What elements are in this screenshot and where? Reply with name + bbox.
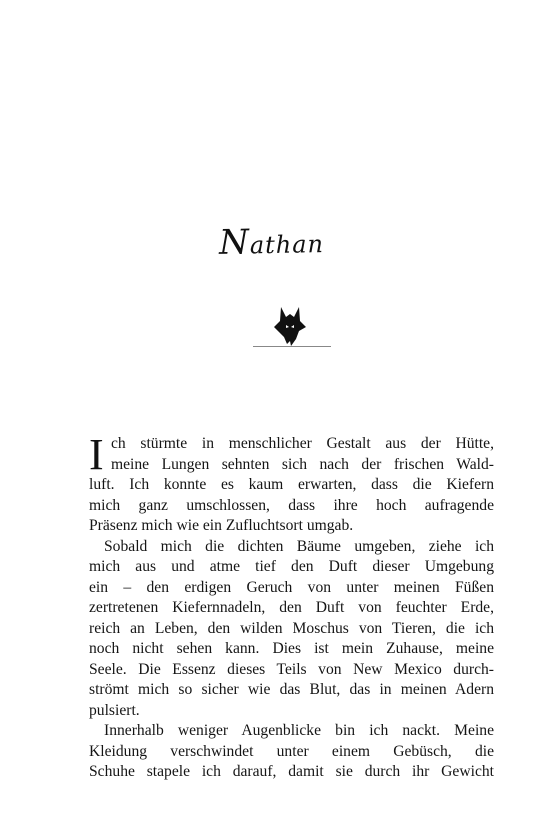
wolf-head-icon [272,305,308,347]
text-line: Präsenz mich wie ein Zufluchtsort umgab. [89,517,354,534]
text-line: Seele. Die Essenz dieses Teils von New Mexico durch- [89,660,494,678]
text-line: mich ganz umschlossen, dass ihre hoch aufragende [89,496,494,514]
text-line: ein – den erdigen Geruch von unter meinen Füßen [89,578,494,596]
text-line: ch stürmte in menschlicher Gestalt aus der Hütte, [111,435,494,452]
text-line: noch nicht sehen kann. Dies ist mein Zuhause, meine [89,640,494,657]
text-line: mich aus und atme tief den Duft dieser Umgebung [89,558,494,575]
text-line: Kleidung verschwindet unter einem Gebüsch, die [89,742,494,760]
text-line: Innerhalb weniger Augenblicke bin ich nackt. Meine [104,722,494,739]
chapter-title-rest: athan [249,230,325,260]
text-line: Schuhe stapele ich darauf, damit sie durch ihr Gewicht [89,763,494,780]
text-line: strömt mich so sicher wie das Blut, das in meinen Adern [89,681,494,698]
text-line: pulsiert. [89,701,140,719]
text-line: zertretenen Kiefernnadeln, den Duft von feuchter Erde, [89,599,494,616]
text-line: Sobald mich die dichten Bäume umgeben, ziehe ich [104,537,494,555]
text-line: meine Lungen sehnten sich nach der frischen Wald- [111,455,494,473]
text-line: reich an Leben, den wilden Moschus von Tieren, die ich [89,619,494,637]
body-text [89,430,494,783]
chapter-title [0,217,543,266]
ornament-rule [253,346,331,347]
drop-cap: I [89,430,104,479]
text-line: luft. Ich konnte es kaum erwarten, dass die Kiefern [89,476,494,493]
chapter-title-initial: N [218,222,251,263]
